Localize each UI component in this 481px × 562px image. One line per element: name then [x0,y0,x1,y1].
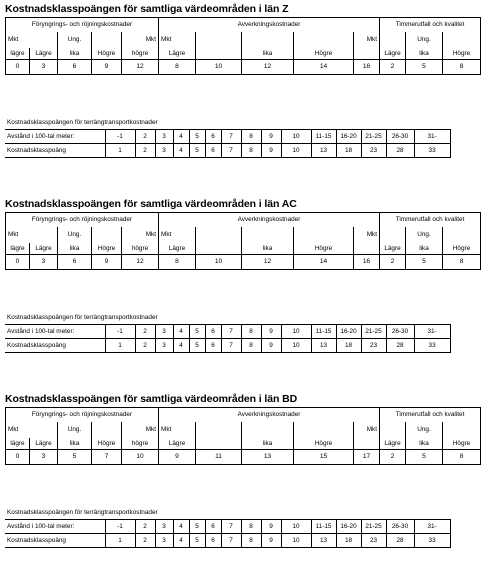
points-cell: 18 [336,534,361,548]
distance-cell: 5 [189,520,205,534]
value-cell: 17 [354,450,380,465]
sub-label: Högre [294,243,354,255]
transport-table [5,507,451,548]
value-cell: 3 [30,255,58,270]
sub-label: Högre [92,438,122,450]
sub-label: Lägre [30,243,58,255]
value-cell: 0 [6,450,30,465]
group-header-timmer: Timmerutfall och kvalitet [380,18,481,33]
sub-label: lika [242,438,294,450]
distance-cell: 8 [241,130,261,144]
distance-cell: 16-20 [336,130,361,144]
value-cell: 5 [406,450,443,465]
value-cell: 8 [159,60,196,75]
points-cell: 4 [173,339,189,353]
distance-cell: 4 [173,325,189,339]
value-cell: 14 [294,60,354,75]
distance-cell: 2 [135,325,155,339]
group-header-avverkning: Avverkningskostnader [159,408,380,423]
points-cell: 8 [241,534,261,548]
value-cell: 5 [406,255,443,270]
distance-cell: 6 [205,130,221,144]
points-cell: 1 [105,534,135,548]
points-cell: 5 [189,144,205,158]
distance-cell: 3 [155,520,173,534]
points-cell: 1 [105,144,135,158]
label-mkt-left: Mkt [6,32,58,48]
value-cell: 9 [92,60,122,75]
points-cell: 23 [361,339,386,353]
distance-cell: 4 [173,130,189,144]
sub-label: högre [122,243,159,255]
sub-label: högre [122,438,159,450]
sub-label: lika [58,243,92,255]
sub-label: lika [406,438,443,450]
distance-cell: 7 [221,520,241,534]
label-avv-mkt-left: Mkt [159,227,196,243]
distance-cell: 26-30 [386,520,414,534]
value-cell: 2 [380,450,406,465]
sub-label: lägre [6,243,30,255]
points-label: Kostnadsklasspoäng [5,534,105,548]
sub-label: Lägre [159,438,196,450]
distance-cell: 31- [414,325,450,339]
value-cell: 5 [406,60,443,75]
distance-cell: 7 [221,325,241,339]
points-cell: 7 [221,534,241,548]
distance-cell: 16-20 [336,520,361,534]
distance-cell: 26-30 [386,130,414,144]
points-cell: 23 [361,144,386,158]
points-cell: 28 [386,144,414,158]
distance-cell: -1 [105,520,135,534]
group-header-timmer: Timmerutfall och kvalitet [380,408,481,423]
points-cell: 4 [173,534,189,548]
label-ung: Ung. [58,422,92,438]
distance-cell: 11-15 [311,130,336,144]
value-cell: 8 [443,450,481,465]
group-header-avverkning: Avverkningskostnader [159,213,380,228]
points-cell: 13 [311,144,336,158]
distance-cell: 9 [261,325,281,339]
points-cell: 28 [386,534,414,548]
points-cell: 3 [155,144,173,158]
sub-label: högre [122,48,159,60]
distance-cell: 6 [205,520,221,534]
distance-cell: 9 [261,520,281,534]
group-header-timmer: Timmerutfall och kvalitet [380,213,481,228]
points-cell: 8 [241,144,261,158]
distance-cell: 9 [261,130,281,144]
label-mkt-right: Mkt [122,32,159,48]
points-cell: 33 [414,144,450,158]
value-cell: 14 [294,255,354,270]
value-cell: 12 [122,255,159,270]
distance-cell: 5 [189,130,205,144]
sub-label: lika [242,243,294,255]
distance-cell: 11-15 [311,325,336,339]
points-cell: 13 [311,534,336,548]
transport-table [5,117,451,158]
points-cell: 13 [311,339,336,353]
transport-caption: Kostnadsklasspoängen för terrängtransportkostnader [7,314,158,321]
points-cell: 2 [135,534,155,548]
value-cell: 3 [30,450,58,465]
section-title: Kostnadsklasspoängen för samtliga värdeområden i län Z [5,3,289,15]
sub-label: Lägre [380,243,406,255]
points-cell: 18 [336,144,361,158]
value-cell: 16 [354,60,380,75]
sub-label: Högre [294,438,354,450]
points-cell: 3 [155,339,173,353]
value-cell: 7 [92,450,122,465]
sub-label: lika [58,438,92,450]
label-mkt-right: Mkt [122,422,159,438]
points-cell: 3 [155,534,173,548]
points-cell: 2 [135,339,155,353]
sub-label: Högre [92,48,122,60]
distance-cell: 4 [173,520,189,534]
distance-cell: 21-25 [361,130,386,144]
points-cell: 6 [205,339,221,353]
sub-label: Lägre [30,438,58,450]
points-label: Kostnadsklasspoäng [5,144,105,158]
points-cell: 4 [173,144,189,158]
sub-label: Högre [294,48,354,60]
label-avv-mkt-left: Mkt [159,422,196,438]
transport-caption: Kostnadsklasspoängen för terrängtransportkostnader [7,119,158,126]
points-cell: 28 [386,339,414,353]
value-cell: 12 [242,255,294,270]
value-cell: 2 [380,255,406,270]
distance-cell: 26-30 [386,325,414,339]
value-cell: 0 [6,60,30,75]
cost-class-table [5,407,481,465]
sub-label: lägre [6,438,30,450]
points-cell: 7 [221,144,241,158]
value-cell: 5 [58,450,92,465]
distance-cell: 31- [414,130,450,144]
value-cell: 6 [58,255,92,270]
distance-cell: 16-20 [336,325,361,339]
group-header-foryngring: Föryngrings- och röjningskostnader [6,18,159,33]
value-cell: 10 [196,60,242,75]
cost-class-table [5,212,481,270]
sub-label: Högre [92,243,122,255]
sub-label: Lägre [380,48,406,60]
label-timmer-ung: Ung. [406,32,443,48]
distance-cell: 11-15 [311,520,336,534]
label-avv-mkt-left: Mkt [159,32,196,48]
points-cell: 5 [189,339,205,353]
transport-table [5,312,451,353]
sub-label: lika [242,48,294,60]
points-cell: 10 [281,534,311,548]
distance-cell: 2 [135,520,155,534]
distance-cell: 8 [241,520,261,534]
points-label: Kostnadsklasspoäng [5,339,105,353]
value-cell: 12 [122,60,159,75]
value-cell: 0 [6,255,30,270]
points-cell: 8 [241,339,261,353]
points-cell: 9 [261,339,281,353]
distance-cell: 21-25 [361,325,386,339]
points-cell: 5 [189,534,205,548]
distance-label: Avstånd i 100-tal meter: [5,325,105,339]
sub-label: Lägre [159,243,196,255]
value-cell: 12 [242,60,294,75]
points-cell: 2 [135,144,155,158]
value-cell: 10 [196,255,242,270]
value-cell: 9 [159,450,196,465]
label-timmer-ung: Ung. [406,227,443,243]
label-mkt-right: Mkt [122,227,159,243]
section-title: Kostnadsklasspoängen för samtliga värdeområden i län AC [5,198,297,210]
distance-cell: 31- [414,520,450,534]
points-cell: 10 [281,144,311,158]
value-cell: 8 [159,255,196,270]
value-cell: 16 [354,255,380,270]
label-avv-mkt-right: Mkt [354,32,380,48]
distance-label: Avstånd i 100-tal meter: [5,130,105,144]
label-avv-mkt-right: Mkt [354,227,380,243]
points-cell: 7 [221,339,241,353]
points-cell: 1 [105,339,135,353]
points-cell: 33 [414,339,450,353]
distance-cell: 21-25 [361,520,386,534]
sub-label: Lägre [380,438,406,450]
points-cell: 23 [361,534,386,548]
label-ung: Ung. [58,32,92,48]
section-title: Kostnadsklasspoängen för samtliga värdeområden i län BD [5,393,298,405]
distance-cell: 6 [205,325,221,339]
value-cell: 11 [196,450,242,465]
points-cell: 9 [261,534,281,548]
label-timmer-ung: Ung. [406,422,443,438]
sub-label: Högre [443,48,481,60]
value-cell: 8 [443,60,481,75]
points-cell: 6 [205,144,221,158]
value-cell: 15 [294,450,354,465]
points-cell: 10 [281,339,311,353]
sub-label: Högre [443,243,481,255]
value-cell: 2 [380,60,406,75]
points-cell: 9 [261,144,281,158]
points-cell: 33 [414,534,450,548]
transport-caption: Kostnadsklasspoängen för terrängtransportkostnader [7,509,158,516]
value-cell: 6 [58,60,92,75]
sub-label: Lägre [159,48,196,60]
sub-label: Lägre [30,48,58,60]
distance-cell: 10 [281,130,311,144]
value-cell: 9 [92,255,122,270]
sub-label: lika [406,48,443,60]
label-mkt-left: Mkt [6,422,58,438]
sub-label: Högre [443,438,481,450]
value-cell: 10 [122,450,159,465]
points-cell: 6 [205,534,221,548]
distance-cell: 7 [221,130,241,144]
label-ung: Ung. [58,227,92,243]
sub-label: lägre [6,48,30,60]
cost-class-table [5,17,481,75]
distance-cell: 10 [281,325,311,339]
group-header-avverkning: Avverkningskostnader [159,18,380,33]
distance-cell: 10 [281,520,311,534]
value-cell: 13 [242,450,294,465]
distance-cell: 3 [155,130,173,144]
sub-label: lika [406,243,443,255]
points-cell: 18 [336,339,361,353]
distance-cell: 2 [135,130,155,144]
distance-cell: 3 [155,325,173,339]
sub-label: lika [58,48,92,60]
distance-cell: -1 [105,325,135,339]
group-header-foryngring: Föryngrings- och röjningskostnader [6,213,159,228]
group-header-foryngring: Föryngrings- och röjningskostnader [6,408,159,423]
distance-cell: -1 [105,130,135,144]
value-cell: 8 [443,255,481,270]
label-mkt-left: Mkt [6,227,58,243]
distance-label: Avstånd i 100-tal meter: [5,520,105,534]
value-cell: 3 [30,60,58,75]
distance-cell: 8 [241,325,261,339]
label-avv-mkt-right: Mkt [354,422,380,438]
distance-cell: 5 [189,325,205,339]
